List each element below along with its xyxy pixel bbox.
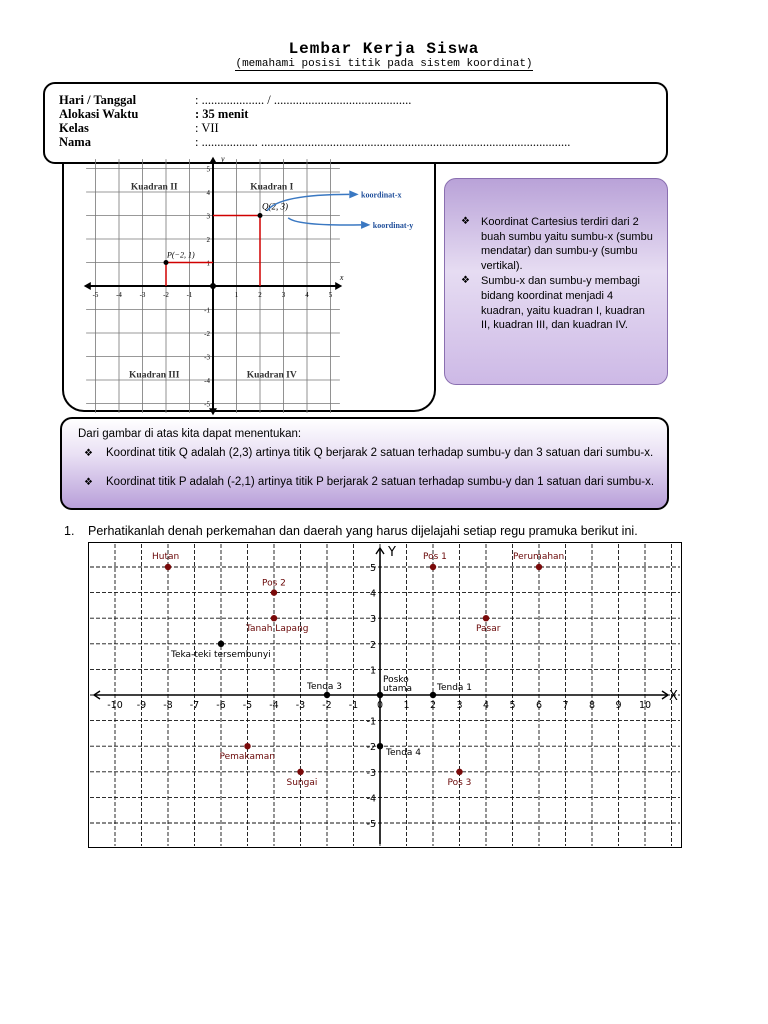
x-axis-label: X <box>669 689 678 704</box>
tick-label: 7 <box>562 700 569 711</box>
point-tenda-1 <box>430 692 436 698</box>
tick-label: -3 <box>139 291 146 299</box>
tick-label: 1 <box>206 259 210 268</box>
point-q <box>258 213 263 218</box>
callout-x-label: koordinat-x <box>361 190 402 200</box>
tick-label: -4 <box>204 377 210 385</box>
point-label-posko-utama: Posko <box>383 675 409 685</box>
tick-label: 5 <box>369 563 376 574</box>
point-label-teka-teki-tersembunyi: Teka-teki tersembunyi <box>171 649 271 660</box>
x-arrow-icon <box>84 282 91 290</box>
tick-label: -10 <box>107 700 123 711</box>
point-q-label: Q(2, 3) <box>262 201 288 212</box>
tick-label: -3 <box>204 353 210 362</box>
diamond-bullet-icon: ❖ <box>461 216 470 227</box>
tick-label: -5 <box>366 819 376 830</box>
point-label-perumahan: Perumahan <box>513 552 565 562</box>
point-label-tanah-lapang: Tanah Lapang <box>246 624 309 635</box>
arrow-right-icon <box>361 221 370 229</box>
page-subtitle: (memahami posisi titik pada sistem koordinat) <box>235 58 533 70</box>
point-perumahan <box>536 564 542 570</box>
tick-label: -2 <box>163 291 169 299</box>
x-arrow-icon <box>335 282 342 290</box>
point-hutan <box>165 564 171 570</box>
tick-label: 3 <box>369 614 376 626</box>
quadrant-label: Kuadran III <box>129 370 180 381</box>
tick-label: 2 <box>258 291 262 299</box>
conclusion-item: ❖ Koordinat titik P adalah (-2,1) artinya titik P berjarak 2 satuan terhadap sumbu-y dan 1 satuan dari sumbu-x. <box>84 476 655 488</box>
point-pos-2 <box>271 589 277 595</box>
tick-label: 3 <box>206 212 210 221</box>
tick-label: -8 <box>163 700 173 711</box>
tick-label: -4 <box>116 291 122 299</box>
info-row-name: Nama : .................. ................................................................................................... <box>59 135 571 149</box>
tick-label: 1 <box>403 700 410 711</box>
theory-coordinate-graph <box>70 154 414 409</box>
tick-label: 5 <box>509 700 516 711</box>
point-pasar <box>483 615 489 621</box>
point-label-pos-1: Pos 1 <box>423 552 447 562</box>
tick-label: 3 <box>456 700 463 711</box>
quadrant-label: Kuadran IV <box>246 370 297 381</box>
x-axis-label: x <box>339 273 344 282</box>
tick-label: -4 <box>366 793 376 805</box>
point-pemakaman <box>244 743 250 749</box>
diamond-bullet-icon: ❖ <box>84 448 93 459</box>
point-tenda-3 <box>324 692 330 698</box>
point-label-sungai: Sungai <box>286 777 318 788</box>
theory-note: ❖ Sumbu-x dan sumbu-y membagi bidang koordinat menjadi 4 kuadran, yaitu kuadran I, kuadran II, kuadran III, dan kuadran IV. <box>461 275 645 332</box>
tick-label: -2 <box>366 742 376 754</box>
tick-label: 9 <box>615 700 622 711</box>
tick-label: 4 <box>206 189 210 197</box>
tick-label: -5 <box>92 291 99 299</box>
conclusion-box <box>60 417 669 510</box>
tick-label: -1 <box>204 306 210 315</box>
point-p <box>164 260 169 265</box>
diamond-bullet-icon: ❖ <box>461 275 470 287</box>
tick-label: 2 <box>429 700 437 711</box>
tick-label: -1 <box>186 291 193 299</box>
tick-label: -2 <box>322 700 332 711</box>
tick-label: 5 <box>328 291 333 299</box>
tick-label: -9 <box>136 700 147 711</box>
point-p-label: P(−2, 1) <box>167 250 195 260</box>
page-title: Lembar Kerja Siswa <box>288 40 480 58</box>
callout-arrow-y <box>288 218 361 225</box>
info-row-class: Kelas : VII <box>59 121 219 135</box>
theory-notes-box <box>444 178 668 385</box>
point-label-pasar: Pasar <box>476 624 501 635</box>
arrow-right-icon <box>349 190 358 198</box>
theory-note: ❖ Koordinat Cartesius terdiri dari 2 buah sumbu yaitu sumbu-x (sumbu mendatar) dan sumbu-y (sumbu vertikal). <box>461 216 653 272</box>
tick-label: 1 <box>369 665 376 677</box>
point-tanah-lapang <box>271 615 277 621</box>
y-axis-label: Y <box>388 545 396 560</box>
point-label-pos-3: Pos 3 <box>447 777 472 788</box>
tick-label: -1 <box>366 716 376 728</box>
tick-label: -6 <box>216 700 226 711</box>
tick-label: 0 <box>376 700 384 711</box>
conclusion-item: ❖ Koordinat titik Q adalah (2,3) artinya titik Q berjarak 2 satuan terhadap sumbu-y dan 3 satuan dari sumbu-x. <box>84 447 654 459</box>
tick-label: -5 <box>242 700 253 711</box>
y-axis-label: y <box>221 154 225 164</box>
point-label-posko-utama: utama <box>383 684 413 694</box>
point-teka-teki-tersembunyi <box>218 641 224 647</box>
tick-label: 4 <box>305 291 309 299</box>
point-sungai <box>297 769 303 775</box>
origin-point <box>210 283 216 289</box>
info-row-time: Alokasi Waktu : 35 menit <box>59 107 249 121</box>
point-label-pos-2: Pos 2 <box>262 578 286 589</box>
camp-map-graph <box>88 542 682 848</box>
quadrant-label: Kuadran II <box>130 182 178 193</box>
tick-label: -7 <box>189 700 200 711</box>
quadrant-label: Kuadran I <box>250 182 294 193</box>
tick-label: 6 <box>535 700 543 711</box>
tick-label: -2 <box>204 330 210 338</box>
point-pos-1 <box>430 564 436 570</box>
point-label-pemakaman: Pemakaman <box>219 752 275 763</box>
tick-label: -5 <box>204 400 210 409</box>
tick-label: 8 <box>588 700 596 711</box>
point-label-tenda-3: Tenda 3 <box>307 682 343 692</box>
point-label-tenda-1: Tenda 1 <box>437 683 473 693</box>
tick-label: 4 <box>482 700 490 711</box>
tick-label: 1 <box>234 291 239 299</box>
tick-label: -3 <box>295 700 306 711</box>
callout-y-label: koordinat-y <box>372 220 414 230</box>
info-row-date: Hari / Tanggal : .................... / ............................................ <box>59 93 412 107</box>
tick-label: -1 <box>348 700 359 711</box>
tick-label: 2 <box>206 236 210 244</box>
point-pos-3 <box>456 769 462 775</box>
point-tenda-4 <box>377 743 383 749</box>
tick-label: 5 <box>206 165 210 174</box>
diamond-bullet-icon: ❖ <box>84 477 93 488</box>
tick-label: 3 <box>281 291 286 299</box>
point-label-hutan: Hutan <box>152 552 180 562</box>
question-1: 1. Perhatikanlah denah perkemahan dan daerah yang harus dijelajahi setiap regu pramuka berikut ini. <box>64 524 638 538</box>
point-label-tenda-4: Tenda 4 <box>386 748 422 759</box>
tick-label: -4 <box>269 700 279 711</box>
tick-label: 4 <box>369 588 376 600</box>
conclusion-intro: Dari gambar di atas kita dapat menentukan: <box>78 428 302 440</box>
tick-label: 2 <box>369 639 376 651</box>
tick-label: 10 <box>638 700 652 711</box>
tick-label: -3 <box>366 767 376 779</box>
student-info-box <box>43 82 668 164</box>
